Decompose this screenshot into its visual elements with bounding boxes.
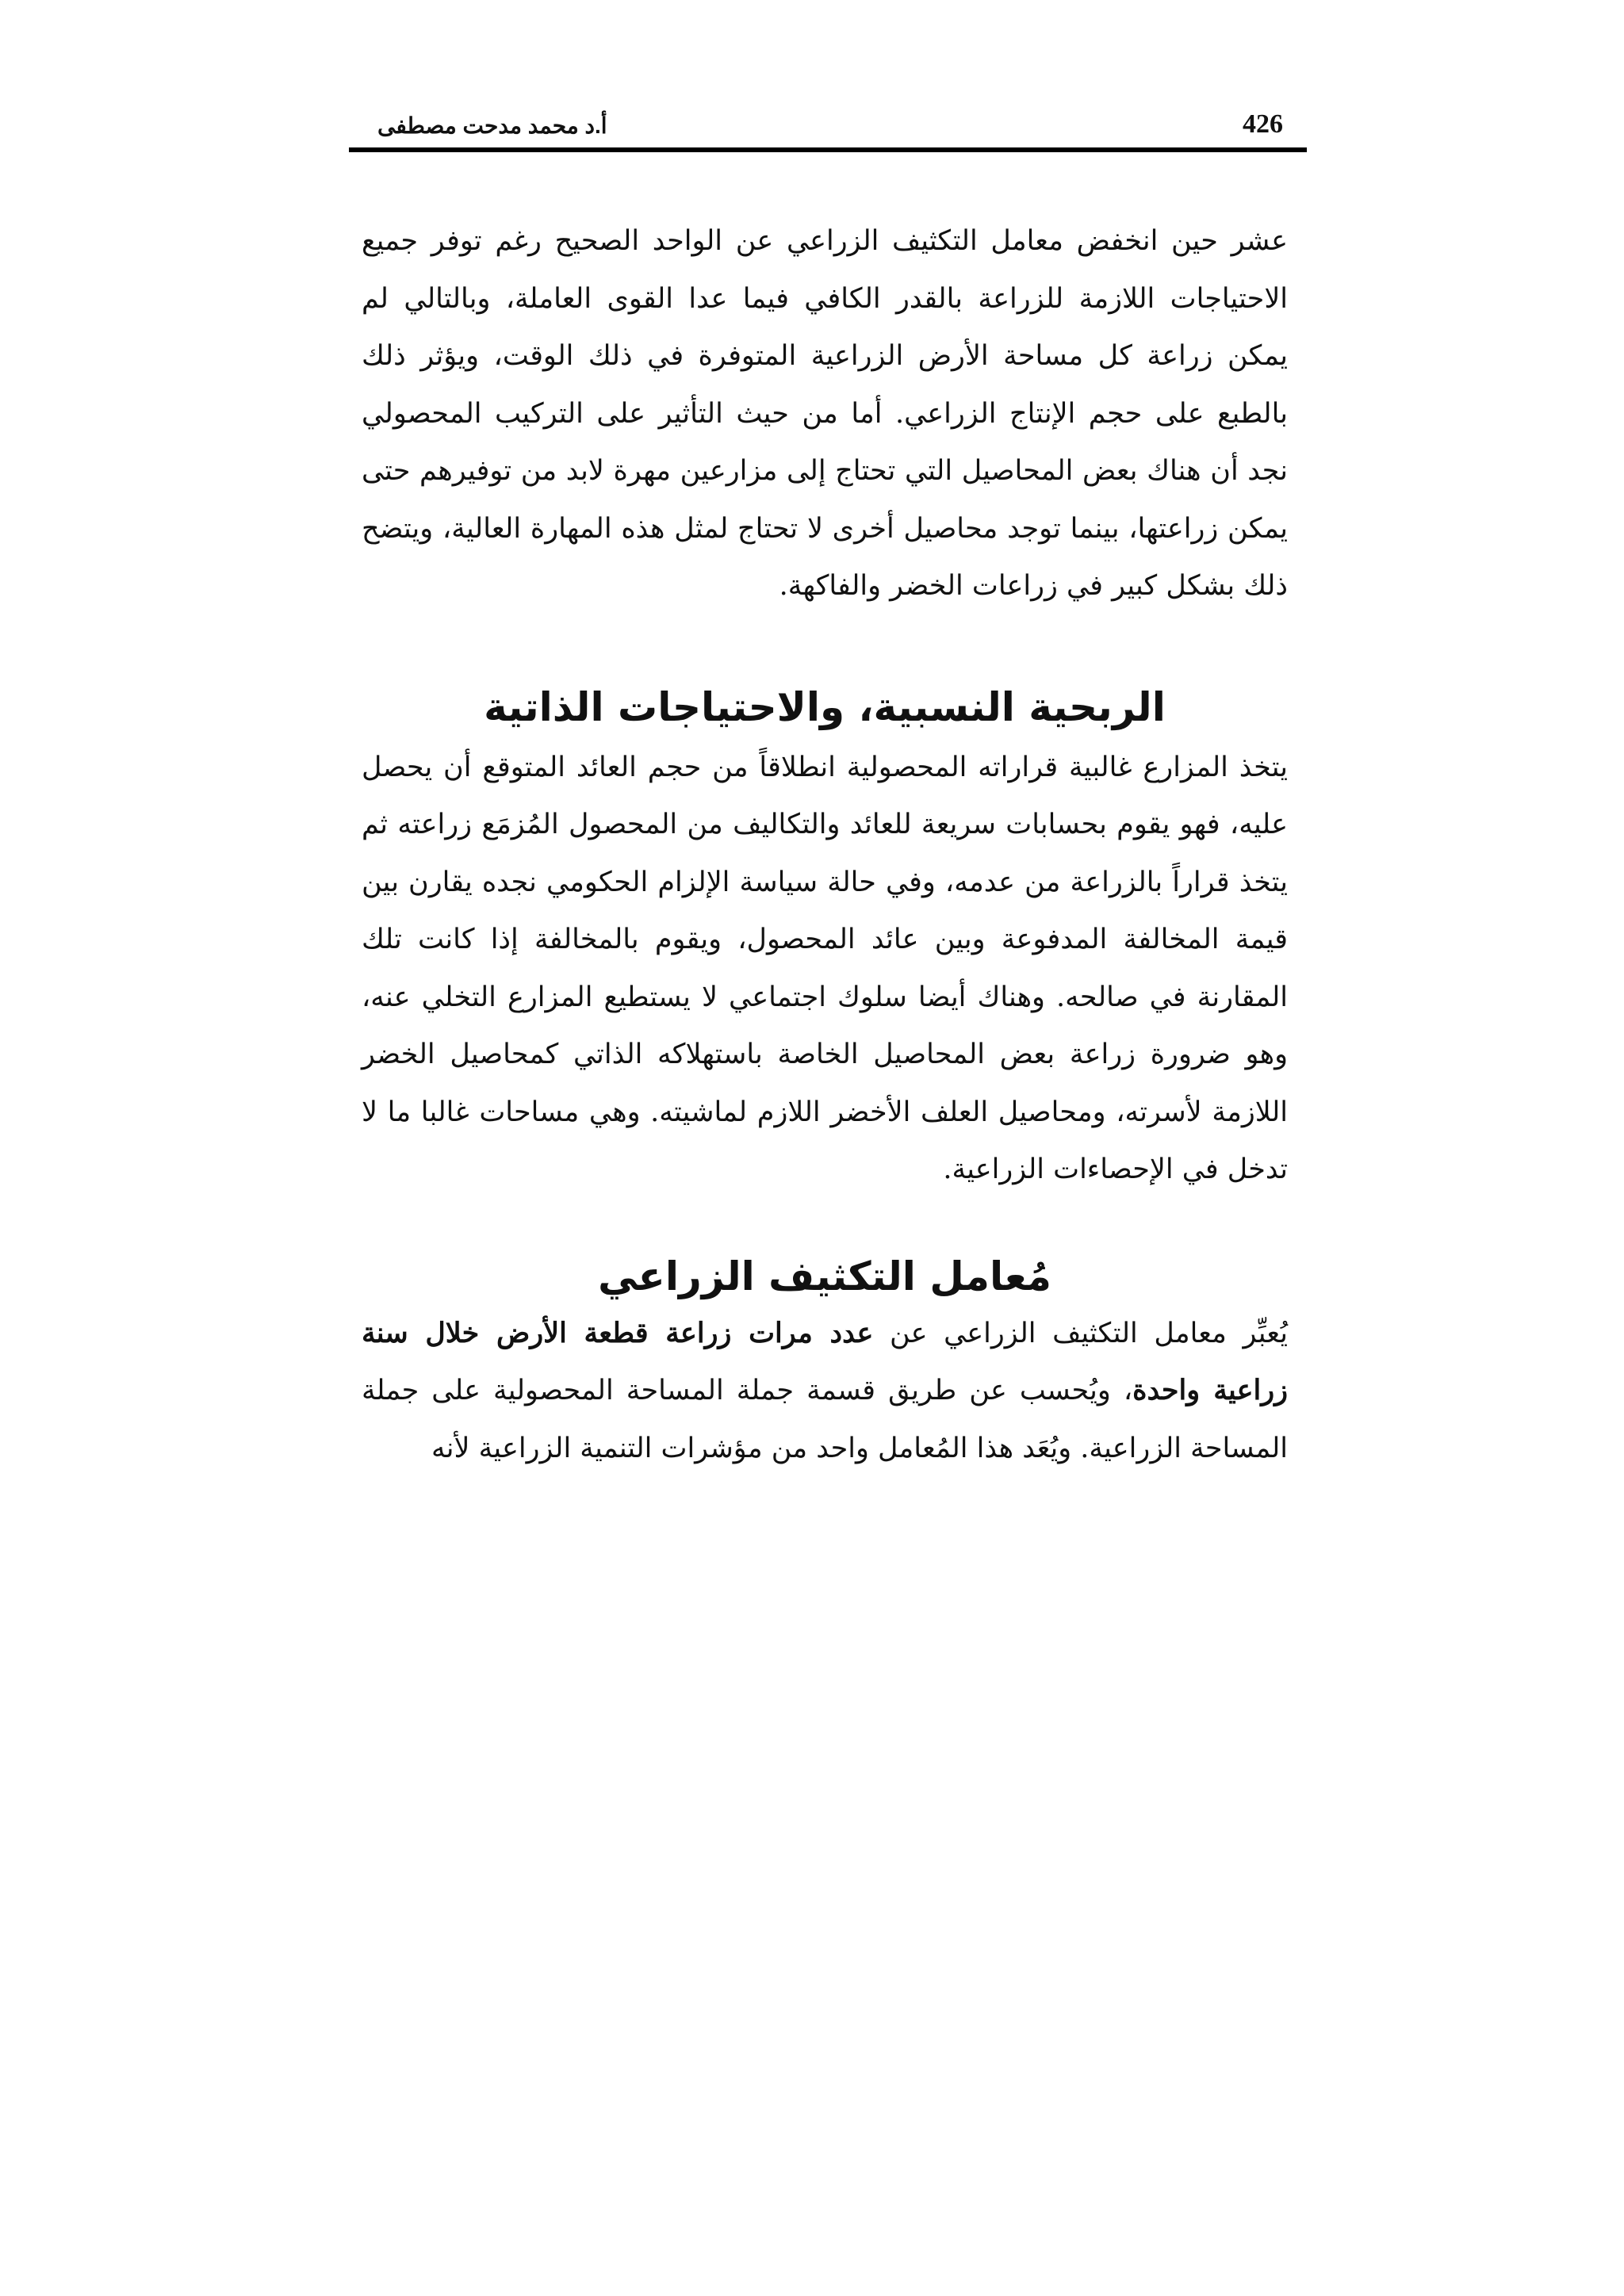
paragraph-3-bold-definition: عدد مرات زراعة قطعة الأرض خلال سنة زراعية واحدة [362,1316,1288,1406]
paragraph-2: يتخذ المزارع غالبية قراراته المحصولية انطلاقاً من حجم العائد المتوقع أن يحصل عليه، فهو يقوم بحسابات سريعة للعائد والتكاليف من المحصول المُزمَع زراعته ثم يتخذ قراراً بالزراعة من عدمه، وفي حالة سياسة الإلزام الحكومي نجده يقارن بين قيمة المخالفة المدفوعة وبين عائد المحصول، ويقوم بالمخالفة إذا كانت تلك المقارنة في صالحه. وهناك أيضا سلوك اجتماعي لا يستطيع المزارع التخلي عنه، وهو ضرورة زراعة بعض المحاصيل الخاصة باستهلاكه الذاتي كمحاصيل الخضر اللازمة لأسرته، ومحاصيل العلف الأخضر اللازم لماشيته. وهي مساحات غالبا ما لا تدخل في الإحصاءات الزراعية. [362,751,1288,1185]
page-number: 426 [1243,109,1283,139]
paragraph-1: عشر حين انخفض معامل التكثيف الزراعي عن الواحد الصحيح رغم توفر جميع الاحتياجات اللازمة للزراعة بالقدر الكافي فيما عدا القوى العاملة، وبالتالي لم يمكن زراعة كل مساحة الأرض الزراعية المتوفرة في ذلك الوقت، ويؤثر ذلك بالطبع على حجم الإنتاج الزراعي. أما من حيث التأثير على التركيب المحصولي نجد أن هناك بعض المحاصيل التي تحتاج إلى مزارعين مهرة لابد من توفيرهم حتى يمكن زراعتها، بينما توجد محاصيل أخرى لا تحتاج لمثل هذه المهارة العالية، ويتضح ذلك بشكل كبير في زراعات الخضر والفاكهة. [362,225,1288,602]
paragraph-3 [362,1305,1288,1478]
page-header [349,105,1300,152]
section-heading-intensification-factor: مُعامل التكثيف الزراعي [598,1253,1051,1299]
author-name: أ.د محمد مدحت مصطفى [377,113,607,138]
header-rule [349,147,1307,152]
paragraph-3-text-start: يُعبِّر معامل التكثيف الزراعي عن [873,1317,1288,1349]
section-heading-relative-profitability: الربحية النسبية، والاحتياجات الذاتية [484,683,1166,730]
body-text [362,212,1288,1477]
paragraph-3-text-end: ، ويُحسب عن طريق قسمة جملة المساحة المحصولية على جملة المساحة الزراعية. ويُعَد هذا المُعامل واحد من مؤشرات التنمية الزراعية لأنه [362,1375,1288,1464]
